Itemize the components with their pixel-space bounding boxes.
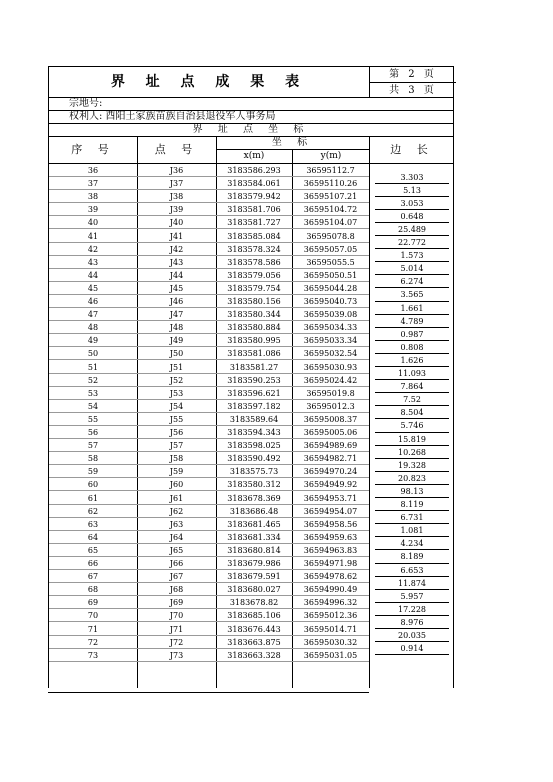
x-coordinate: 3183580.344 — [227, 310, 281, 320]
table-row — [49, 649, 369, 662]
point-id: J59 — [169, 467, 184, 477]
edge-length: 11.874 — [398, 578, 426, 588]
row-number: 63 — [87, 519, 99, 529]
edge-length: 1.081 — [400, 526, 424, 536]
table-row — [49, 426, 369, 439]
table-row — [49, 387, 369, 400]
table-row — [49, 557, 369, 570]
point-id: J70 — [169, 611, 184, 621]
table-row — [49, 334, 369, 347]
edge-length: 6.274 — [400, 277, 424, 287]
edge-length: 25.489 — [398, 224, 426, 234]
x-coordinate: 3183580.156 — [227, 297, 281, 306]
edge-length: 20.823 — [398, 473, 426, 483]
x-coordinate: 3183681.334 — [227, 532, 281, 542]
row-number: 58 — [87, 454, 99, 464]
row-number: 71 — [87, 624, 99, 634]
row-number: 69 — [87, 598, 99, 608]
y-coordinate: 36595104.07 — [303, 218, 358, 228]
y-coordinate: 36595030.32 — [303, 637, 358, 647]
point-id: J53 — [169, 388, 184, 398]
point-id: J55 — [169, 414, 184, 424]
point-id: J51 — [169, 362, 184, 372]
x-coordinate: 3183679.986 — [227, 559, 281, 568]
row-number: 72 — [87, 637, 99, 647]
point-id: J62 — [169, 506, 184, 516]
row-number: 39 — [87, 205, 99, 215]
x-coordinate: 3183580.312 — [227, 480, 281, 490]
table-row — [49, 465, 369, 478]
coord-label: 坐 标 — [216, 137, 369, 150]
row-number: 36 — [87, 166, 99, 175]
table-row — [49, 478, 369, 491]
edge-length: 6.653 — [400, 565, 424, 575]
table-bottom-line — [48, 692, 369, 693]
edge-length: 3.303 — [400, 172, 424, 182]
x-coordinate: 3183681.465 — [227, 519, 281, 529]
edge-length: 7.864 — [400, 382, 424, 392]
x-coordinate: 3183663.328 — [227, 650, 281, 660]
x-coordinate: 3183596.621 — [227, 388, 281, 398]
y-coordinate: 36595012.3 — [306, 401, 355, 411]
section-title: 界 址 点 坐 标 — [48, 123, 454, 136]
x-coordinate: 3183685.106 — [227, 611, 281, 621]
x-label: x(m) — [216, 150, 293, 163]
table-row — [49, 361, 369, 374]
parcel-number: 宗地号: — [48, 97, 454, 110]
point-id: J36 — [169, 166, 184, 175]
edge-length: 17.228 — [398, 604, 426, 614]
y-coordinate: 36594989.69 — [303, 441, 358, 451]
row-number: 68 — [87, 585, 99, 595]
y-coordinate: 36595019.8 — [306, 388, 355, 398]
x-coordinate: 3183580.884 — [227, 323, 281, 333]
y-coordinate: 36594970.24 — [303, 467, 358, 477]
table-row — [49, 230, 369, 243]
x-coordinate: 3183590.253 — [227, 375, 281, 385]
point-id: J69 — [169, 598, 184, 608]
table-body — [48, 164, 454, 688]
table-title: 界 址 点 成 果 表 — [110, 74, 308, 90]
edge-length: 0.914 — [400, 644, 424, 654]
point-id: J41 — [169, 231, 184, 241]
row-number: 64 — [87, 532, 99, 542]
x-coordinate: 3183678.369 — [227, 493, 281, 503]
table-row — [49, 570, 369, 583]
point-id: J47 — [169, 310, 184, 320]
y-coordinate: 36595024.42 — [303, 375, 358, 385]
page-info — [369, 67, 456, 97]
edge-length: 3.053 — [400, 198, 424, 208]
point-id: J61 — [169, 493, 184, 503]
table-row — [49, 609, 369, 622]
y-coordinate: 36595005.06 — [303, 428, 358, 437]
x-coordinate: 3183578.586 — [227, 257, 281, 267]
row-number: 49 — [87, 336, 99, 346]
row-number: 62 — [87, 506, 99, 516]
x-coordinate: 3183678.82 — [229, 598, 279, 608]
table-row — [49, 413, 369, 426]
point-id: J52 — [169, 375, 184, 385]
y-coordinate: 36595039.08 — [303, 310, 358, 320]
table-row — [49, 308, 369, 321]
table-row — [49, 544, 369, 557]
y-coordinate: 36594978.62 — [303, 572, 358, 582]
edge-length: 8.119 — [400, 500, 424, 510]
y-coordinate: 36594958.56 — [303, 519, 358, 529]
y-coordinate: 36595078.8 — [306, 231, 355, 241]
y-coordinate: 36595032.54 — [303, 349, 358, 359]
row-number: 45 — [87, 283, 99, 293]
x-coordinate: 3183580.995 — [227, 336, 281, 346]
edge-length: 11.093 — [398, 369, 426, 379]
row-number: 57 — [87, 441, 99, 451]
edge-length: 15.819 — [398, 434, 426, 444]
x-coordinate: 3183590.492 — [227, 454, 281, 464]
row-number: 54 — [87, 401, 99, 411]
point-id: J40 — [169, 218, 184, 228]
point-id: J57 — [169, 441, 184, 451]
y-coordinate: 36595040.73 — [303, 297, 358, 306]
row-number: 37 — [87, 179, 99, 189]
table-header — [48, 66, 454, 97]
point-id: J38 — [169, 192, 184, 202]
table-row — [49, 636, 369, 649]
y-coordinate: 36594953.71 — [303, 493, 358, 503]
edge-length: 98.13 — [400, 486, 424, 496]
x-coordinate: 3183680.027 — [227, 585, 281, 595]
col-coord-header — [216, 137, 370, 163]
edge-length: 0.987 — [400, 329, 424, 339]
edge-length: 5.13 — [403, 185, 421, 195]
y-coordinate: 36595104.72 — [303, 205, 358, 215]
x-coordinate: 3183578.324 — [227, 244, 281, 254]
table-row — [49, 256, 369, 269]
row-number: 55 — [87, 414, 99, 424]
x-coordinate: 3183581.27 — [229, 362, 279, 372]
table-row — [49, 583, 369, 596]
x-coordinate: 3183584.061 — [227, 179, 281, 189]
point-id: J39 — [169, 205, 184, 215]
point-id: J56 — [169, 428, 184, 437]
x-coordinate: 3183579.754 — [227, 283, 281, 293]
point-id: J67 — [169, 572, 184, 582]
table-row — [49, 164, 369, 177]
row-number: 66 — [87, 559, 99, 568]
point-id: J60 — [169, 480, 184, 490]
edge-length: 8.189 — [400, 552, 424, 562]
row-number: 51 — [87, 362, 99, 372]
y-coordinate: 36595044.28 — [303, 283, 358, 293]
table-row — [49, 505, 369, 518]
x-coordinate: 3183585.084 — [227, 231, 281, 241]
table-row — [49, 243, 369, 256]
edge-length: 7.52 — [403, 395, 421, 405]
y-coordinate: 36595034.33 — [303, 323, 358, 333]
y-coordinate: 36594982.71 — [303, 454, 358, 464]
edge-length: 10.268 — [398, 447, 426, 457]
point-id: J71 — [169, 624, 184, 634]
x-coordinate: 3183586.293 — [227, 166, 281, 175]
row-number: 38 — [87, 192, 99, 202]
x-coordinate: 3183581.706 — [227, 205, 281, 215]
edge-length: 19.328 — [398, 460, 426, 470]
edge-length: 8.504 — [400, 408, 424, 418]
table-row — [49, 295, 369, 308]
edge-length: 0.648 — [400, 211, 424, 221]
row-number: 53 — [87, 388, 99, 398]
edge-length: 5.957 — [400, 591, 424, 601]
row-number: 47 — [87, 310, 99, 320]
table-row — [49, 269, 369, 282]
edge-length: 5.014 — [400, 264, 424, 274]
point-id: J42 — [169, 244, 184, 254]
edge-length: 1.573 — [400, 251, 424, 261]
row-number: 41 — [87, 231, 99, 241]
y-coordinate: 36594963.83 — [303, 545, 358, 555]
result-table — [48, 66, 454, 688]
edge-divider — [375, 654, 449, 655]
y-coordinate: 36595033.34 — [303, 336, 358, 346]
y-coordinate: 36594949.92 — [303, 480, 358, 490]
edge-length: 5.746 — [400, 421, 424, 431]
edge-length: 22.772 — [398, 238, 426, 248]
table-row — [49, 177, 369, 190]
point-id: J72 — [169, 637, 184, 647]
x-coordinate: 3183594.343 — [227, 428, 281, 437]
col-point-header: 点 号 — [137, 137, 217, 163]
point-id: J43 — [169, 257, 184, 267]
point-id: J37 — [169, 179, 184, 189]
edge-length: 4.789 — [400, 316, 424, 326]
table-row — [49, 190, 369, 203]
y-coordinate: 36595107.21 — [303, 192, 358, 202]
y-coordinate: 36594971.98 — [303, 559, 358, 568]
y-coordinate: 36595112.7 — [306, 166, 355, 175]
point-id: J49 — [169, 336, 184, 346]
x-coordinate: 3183676.443 — [227, 624, 281, 634]
point-id: J50 — [169, 349, 184, 359]
column-headers — [48, 136, 454, 164]
owner-name: 权利人: 酉阳土家族苗族自治县退役军人事务局 — [48, 110, 454, 123]
col-no-header: 序 号 — [49, 137, 138, 163]
edge-length: 0.808 — [400, 342, 424, 352]
row-number: 73 — [87, 650, 99, 660]
y-coordinate: 36595055.5 — [306, 257, 355, 267]
edge-length: 8.976 — [400, 617, 424, 627]
point-id: J54 — [169, 401, 184, 411]
point-id: J66 — [169, 559, 184, 568]
point-id: J58 — [169, 454, 184, 464]
y-label: y(m) — [320, 151, 342, 161]
table-row — [49, 400, 369, 413]
y-coordinate: 36594954.07 — [303, 506, 358, 516]
x-coordinate: 3183579.056 — [227, 270, 281, 280]
col-edge-header: 边 长 — [390, 143, 434, 156]
y-coordinate: 36595008.37 — [303, 414, 358, 424]
x-coordinate: 3183680.814 — [227, 545, 281, 555]
row-number: 59 — [87, 467, 99, 477]
table-row — [49, 518, 369, 531]
edge-length: 4.234 — [400, 539, 424, 549]
table-row — [49, 439, 369, 452]
row-number: 40 — [87, 218, 99, 228]
row-divider — [49, 661, 369, 662]
point-id: J45 — [169, 283, 184, 293]
y-coordinate: 36595014.71 — [303, 624, 358, 634]
row-number: 70 — [87, 611, 99, 621]
row-number: 48 — [87, 323, 99, 333]
x-coordinate: 3183598.025 — [227, 441, 281, 451]
point-id: J68 — [169, 585, 184, 595]
table-row — [49, 374, 369, 387]
x-coordinate: 3183589.64 — [229, 414, 279, 424]
row-number: 44 — [87, 270, 99, 280]
y-coordinate: 36595110.26 — [303, 179, 358, 189]
row-number: 52 — [87, 375, 99, 385]
table-row — [49, 216, 369, 229]
page-total: 共 3 页 — [389, 85, 437, 96]
point-id: J46 — [169, 297, 184, 306]
page-current: 第 2 页 — [370, 67, 456, 83]
y-coordinate: 36594990.49 — [303, 585, 358, 595]
x-coordinate: 3183597.182 — [227, 401, 281, 411]
x-coordinate: 3183581.727 — [227, 218, 281, 228]
y-coordinate: 36594959.63 — [303, 532, 358, 542]
row-number: 60 — [87, 480, 99, 490]
y-coordinate: 36595057.05 — [303, 244, 358, 254]
table-row — [49, 596, 369, 609]
y-coordinate: 36595050.51 — [303, 270, 358, 280]
x-coordinate: 3183686.48 — [229, 506, 279, 516]
y-coordinate: 36595030.93 — [303, 362, 358, 372]
y-coordinate: 36595012.36 — [303, 611, 358, 621]
point-id: J44 — [169, 270, 184, 280]
table-row — [49, 452, 369, 465]
edge-length: 3.565 — [400, 290, 424, 300]
x-coordinate: 3183575.73 — [229, 467, 279, 477]
table-row — [49, 347, 369, 360]
y-coordinate: 36595031.05 — [303, 650, 358, 660]
edge-length: 1.661 — [400, 303, 424, 313]
row-number: 56 — [87, 428, 99, 437]
point-id: J63 — [169, 519, 184, 529]
point-id: J48 — [169, 323, 184, 333]
point-id: J64 — [169, 532, 184, 542]
x-coordinate: 3183579.942 — [227, 192, 281, 202]
row-number: 42 — [87, 244, 99, 254]
row-number: 46 — [87, 297, 99, 306]
row-number: 43 — [87, 257, 99, 267]
point-id: J65 — [169, 545, 184, 555]
row-number: 50 — [87, 349, 99, 359]
x-coordinate: 3183581.086 — [227, 349, 281, 359]
row-number: 61 — [87, 493, 99, 503]
table-row — [49, 531, 369, 544]
x-coordinate: 3183663.875 — [227, 637, 281, 647]
table-row — [49, 623, 369, 636]
point-id: J73 — [169, 650, 184, 660]
row-number: 65 — [87, 545, 99, 555]
edge-length: 1.626 — [400, 355, 424, 365]
table-row — [49, 203, 369, 216]
edge-length: 20.035 — [398, 631, 426, 641]
row-number: 67 — [87, 572, 99, 582]
edge-length: 6.731 — [400, 513, 424, 523]
table-row — [49, 321, 369, 334]
y-coordinate: 36594996.32 — [303, 598, 358, 608]
table-row — [49, 492, 369, 505]
table-row — [49, 282, 369, 295]
x-coordinate: 3183679.591 — [227, 572, 281, 582]
